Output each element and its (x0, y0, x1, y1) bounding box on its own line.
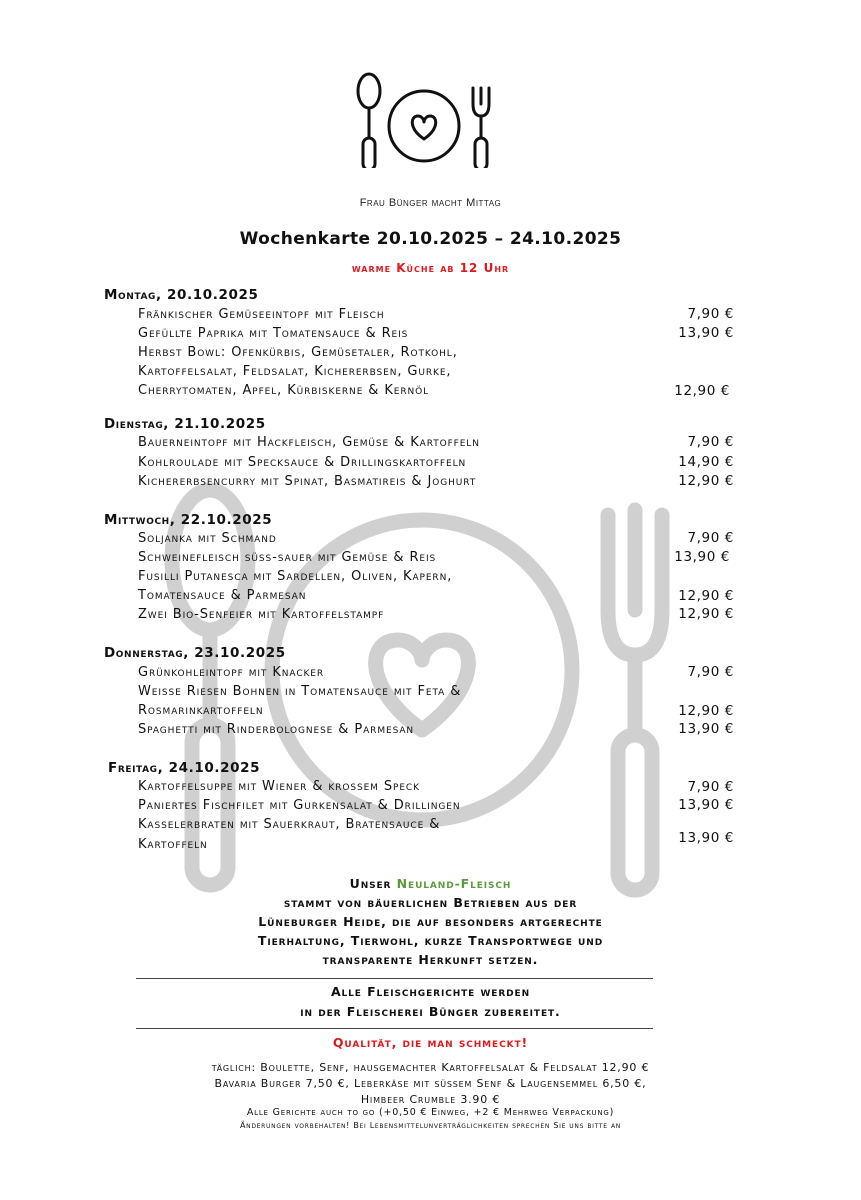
meat-origin-text: Tierhaltung, Tierwohl, kurze Transportwege und (257, 933, 604, 948)
menu-item: Grünkohleintopf mit Knacker (138, 665, 325, 680)
slogan: Qualität, die man schmeckt! (332, 1035, 529, 1050)
menu-item: Kartoffeln (138, 837, 208, 852)
day-heading-tuesday: Dienstag, 21.10.2025 (104, 416, 266, 432)
meat-origin-text: transparente Herkunft setzen. (322, 952, 539, 967)
menu-item: Weisse Riesen Bohnen in Tomatensauce mit Feta & (138, 684, 462, 699)
menu-item: Bauerneintopf mit Hackfleisch, Gemüse & Kartoffeln (138, 435, 480, 450)
menu-price: 7,90 € (687, 434, 734, 450)
menu-price: 7,90 € (687, 664, 734, 680)
menu-item: Kartoffelsalat, Feldsalat, Kichererbsen, Gurke, (138, 364, 452, 379)
meat-origin-text: Lüneburger Heide, die auf besonders artgerechte (258, 914, 603, 929)
day-heading-monday: Montag, 20.10.2025 (104, 287, 259, 303)
meat-origin-heading (0, 876, 861, 891)
neuland-highlight: Neuland-Fleisch (396, 876, 512, 891)
butcher-note: Alle Fleischgerichte werden (330, 984, 531, 999)
menu-item: Kartoffelsuppe mit Wiener & krossem Speck (138, 779, 420, 794)
kitchen-hours: warme Küche ab 12 Uhr (351, 261, 510, 275)
menu-price: 7,90 € (687, 779, 734, 795)
daily-offer: Himbeer Crumble 3.90 € (360, 1093, 501, 1106)
menu-item: Soljanka mit Schmand (138, 531, 277, 546)
menu-item: Rosmarinkartoffeln (138, 703, 264, 718)
menu-item: Paniertes Fischfilet mit Gurkensalat & Drillingen (138, 798, 461, 813)
menu-item: Spaghetti mit Rinderbolognese & Parmesan (138, 722, 415, 737)
day-heading-friday: Freitag, 24.10.2025 (108, 760, 261, 776)
menu-item: Zwei Bio-Senfeier mit Kartoffelstampf (138, 607, 385, 622)
menu-price: 13,90 € (678, 830, 734, 846)
disclaimer: Änderungen vorbehalten! Bei Lebensmittelunverträglichkeiten sprechen Sie uns bitte an (240, 1121, 621, 1130)
menu-price: 12,90 € (678, 588, 734, 604)
menu-item: Kasselerbraten mit Sauerkraut, Bratensauce & (138, 817, 441, 832)
page-title: Wochenkarte 20.10.2025 – 24.10.2025 (239, 229, 622, 249)
menu-item: Kichererbsencurry mit Spinat, Basmatireis & Joghurt (138, 474, 477, 489)
day-heading-thursday: Donnerstag, 23.10.2025 (104, 645, 286, 661)
menu-price: 13,90 € (678, 721, 734, 737)
menu-item: Schweinefleisch süss-sauer mit Gemüse & Reis (138, 550, 437, 565)
menu-item: Kohlroulade mit Specksauce & Drillingskartoffeln (138, 455, 467, 470)
divider (136, 1028, 653, 1029)
menu-item: Cherrytomaten, Apfel, Kürbiskerne & Kernöl (138, 383, 430, 398)
menu-item: Fränkischer Gemüseeintopf mit Fleisch (138, 307, 385, 322)
day-heading-wednesday: Mittwoch, 22.10.2025 (104, 512, 273, 528)
butcher-note: in der Fleischerei Bünger zubereitet. (300, 1004, 561, 1019)
brand-name: Frau Bünger macht Mittag (359, 197, 502, 209)
menu-price: 14,90 € (678, 454, 734, 470)
menu-item: Tomatensauce & Parmesan (138, 588, 307, 603)
menu-price: 13,90 € (678, 797, 734, 813)
daily-offer: täglich: Boulette, Senf, hausgemachter Kartoffelsalat & Feldsalat 12,90 € (211, 1061, 650, 1074)
menu-item: Fusilli Putanesca mit Sardellen, Oliven, Kapern, (138, 569, 453, 584)
menu-price: 12,90 € (674, 383, 730, 399)
menu-price: 13,90 € (678, 325, 734, 341)
menu-price: 12,90 € (678, 473, 734, 489)
meat-origin-prefix: Unser (349, 876, 392, 891)
menu-price: 13,90 € (674, 549, 730, 565)
menu-item: Gefüllte Paprika mit Tomatensauce & Reis (138, 326, 409, 341)
to-go-note: Alle Gerichte auch to go (+0,50 € Einweg, +2 € Mehrweg Verpackung) (246, 1107, 615, 1118)
menu-price: 12,90 € (678, 606, 734, 622)
divider (136, 978, 653, 979)
menu-price: 12,90 € (678, 703, 734, 719)
daily-offer: Bavaria Burger 7,50 €, Leberkäse mit süssem Senf & Laugensemmel 6,50 €, (214, 1077, 647, 1090)
menu-price: 7,90 € (687, 530, 734, 546)
menu-item: Herbst Bowl: Ofenkürbis, Gemüsetaler, Rotkohl, (138, 345, 458, 360)
meat-origin-text: stammt von bäuerlichen Betrieben aus der (283, 895, 578, 910)
logo-plate-cutlery-icon (349, 68, 499, 168)
menu-price: 7,90 € (687, 306, 734, 322)
